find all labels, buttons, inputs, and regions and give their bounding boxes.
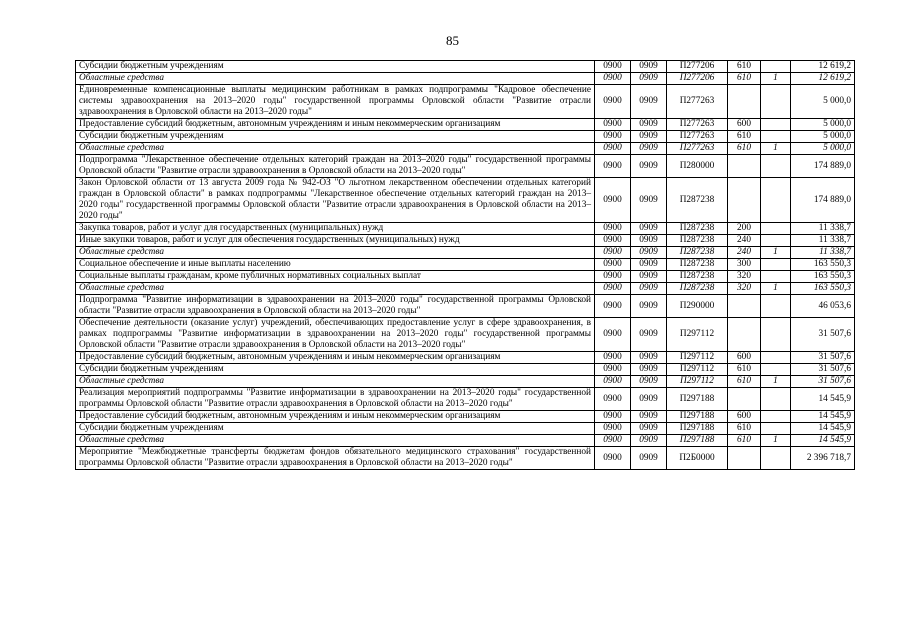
section-code-cell: 0900	[595, 352, 631, 364]
fund-source-cell	[761, 131, 791, 143]
amount-cell: 31 507,6	[791, 352, 855, 364]
target-article-cell: П277263	[667, 85, 728, 119]
expense-type-cell	[728, 178, 761, 223]
target-article-cell: П277206	[667, 73, 728, 85]
amount-cell: 14 545,9	[791, 388, 855, 411]
table-row	[76, 223, 855, 235]
section-code-cell: 0900	[595, 364, 631, 376]
row-name-cell: Областные средства	[76, 283, 595, 295]
subsection-code-cell: 0909	[631, 295, 667, 318]
subsection-code-cell: 0909	[631, 352, 667, 364]
fund-source-cell	[761, 352, 791, 364]
expense-type-cell: 610	[728, 376, 761, 388]
amount-cell: 11 338,7	[791, 223, 855, 235]
amount-cell: 5 000,0	[791, 119, 855, 131]
table-row	[76, 411, 855, 423]
row-name-cell: Единовременные компенсационные выплаты медицинским работникам в рамках подпрограммы "Кадровое обеспечение системы здравоохранения на 2013–2020 годы" государственной программы Орловской области "Развитие отрасли здравоохранения в Орловской области на 2013–2020 годы"	[76, 85, 595, 119]
target-article-cell: П297188	[667, 388, 728, 411]
expense-type-cell: 610	[728, 73, 761, 85]
expense-type-cell: 610	[728, 423, 761, 435]
table-row	[76, 247, 855, 259]
subsection-code-cell: 0909	[631, 131, 667, 143]
expense-type-cell: 610	[728, 61, 761, 73]
subsection-code-cell: 0909	[631, 143, 667, 155]
section-code-cell: 0900	[595, 155, 631, 178]
row-name-cell: Закон Орловской области от 13 августа 2009 года № 942-ОЗ "О льготном лекарственном обеспечении отдельных категорий граждан в Орловской области" в рамках подпрограммы "Лекарственное обеспечение отдельных категорий граждан на 2013–2020 годы" государственной программы Орловской области "Развитие отрасли здравоохранения в Орловской области на 2013–2020 годы"	[76, 178, 595, 223]
target-article-cell: П280000	[667, 155, 728, 178]
fund-source-cell	[761, 271, 791, 283]
target-article-cell: П277206	[667, 61, 728, 73]
amount-cell: 14 545,9	[791, 411, 855, 423]
amount-cell: 163 550,3	[791, 271, 855, 283]
target-article-cell: П277263	[667, 143, 728, 155]
section-code-cell: 0900	[595, 271, 631, 283]
expense-type-cell: 600	[728, 352, 761, 364]
amount-cell: 11 338,7	[791, 235, 855, 247]
fund-source-cell: 1	[761, 143, 791, 155]
section-code-cell: 0900	[595, 85, 631, 119]
subsection-code-cell: 0909	[631, 178, 667, 223]
fund-source-cell	[761, 85, 791, 119]
subsection-code-cell: 0909	[631, 271, 667, 283]
amount-cell: 12 619,2	[791, 61, 855, 73]
expense-type-cell	[728, 295, 761, 318]
subsection-code-cell: 0909	[631, 73, 667, 85]
table-row	[76, 73, 855, 85]
table-row	[76, 235, 855, 247]
table-row	[76, 423, 855, 435]
fund-source-cell	[761, 295, 791, 318]
expense-type-cell	[728, 85, 761, 119]
amount-cell: 163 550,3	[791, 283, 855, 295]
expense-type-cell: 320	[728, 283, 761, 295]
fund-source-cell	[761, 388, 791, 411]
target-article-cell: П277263	[667, 131, 728, 143]
fund-source-cell	[761, 447, 791, 470]
table-row	[76, 155, 855, 178]
expense-type-cell: 240	[728, 235, 761, 247]
subsection-code-cell: 0909	[631, 364, 667, 376]
section-code-cell: 0900	[595, 119, 631, 131]
table-body	[76, 61, 855, 470]
fund-source-cell	[761, 223, 791, 235]
table-row	[76, 178, 855, 223]
section-code-cell: 0900	[595, 235, 631, 247]
amount-cell: 46 053,6	[791, 295, 855, 318]
amount-cell: 31 507,6	[791, 364, 855, 376]
amount-cell: 174 889,0	[791, 155, 855, 178]
section-code-cell: 0900	[595, 423, 631, 435]
table-row	[76, 143, 855, 155]
table-row	[76, 85, 855, 119]
section-code-cell: 0900	[595, 73, 631, 85]
subsection-code-cell: 0909	[631, 423, 667, 435]
table-row	[76, 61, 855, 73]
row-name-cell: Областные средства	[76, 143, 595, 155]
target-article-cell: П287238	[667, 271, 728, 283]
section-code-cell: 0900	[595, 388, 631, 411]
fund-source-cell	[761, 155, 791, 178]
row-name-cell: Подпрограмма "Лекарственное обеспечение отдельных категорий граждан на 2013–2020 годы" государственной программы Орловской области "Развитие отрасли здравоохранения в Орловской области на 2013–2020 годы"	[76, 155, 595, 178]
amount-cell: 2 396 718,7	[791, 447, 855, 470]
expense-type-cell: 320	[728, 271, 761, 283]
row-name-cell: Предоставление субсидий бюджетным, автономным учреждениям и иным некоммерческим организациям	[76, 352, 595, 364]
table-row	[76, 447, 855, 470]
section-code-cell: 0900	[595, 178, 631, 223]
subsection-code-cell: 0909	[631, 155, 667, 178]
target-article-cell: П297112	[667, 376, 728, 388]
subsection-code-cell: 0909	[631, 223, 667, 235]
section-code-cell: 0900	[595, 223, 631, 235]
target-article-cell: П287238	[667, 223, 728, 235]
fund-source-cell	[761, 178, 791, 223]
amount-cell: 31 507,6	[791, 318, 855, 352]
row-name-cell: Социальные выплаты гражданам, кроме публичных нормативных социальных выплат	[76, 271, 595, 283]
fund-source-cell	[761, 235, 791, 247]
row-name-cell: Предоставление субсидий бюджетным, автономным учреждениям и иным некоммерческим организациям	[76, 411, 595, 423]
section-code-cell: 0900	[595, 61, 631, 73]
row-name-cell: Подпрограмма "Развитие информатизации в здравоохранении на 2013–2020 годы" государственной программы Орловской области "Развитие отрасли здравоохранения в Орловской области на 2013–2020 годы"	[76, 295, 595, 318]
section-code-cell: 0900	[595, 247, 631, 259]
amount-cell: 5 000,0	[791, 85, 855, 119]
row-name-cell: Субсидии бюджетным учреждениям	[76, 131, 595, 143]
amount-cell: 12 619,2	[791, 73, 855, 85]
amount-cell: 5 000,0	[791, 143, 855, 155]
target-article-cell: П297188	[667, 423, 728, 435]
target-article-cell: П287238	[667, 247, 728, 259]
table-row	[76, 271, 855, 283]
table-row	[76, 259, 855, 271]
expense-type-cell: 610	[728, 435, 761, 447]
table-row	[76, 352, 855, 364]
target-article-cell: П277263	[667, 119, 728, 131]
subsection-code-cell: 0909	[631, 259, 667, 271]
fund-source-cell	[761, 411, 791, 423]
amount-cell: 31 507,6	[791, 376, 855, 388]
amount-cell: 174 889,0	[791, 178, 855, 223]
section-code-cell: 0900	[595, 143, 631, 155]
fund-source-cell	[761, 364, 791, 376]
table-row	[76, 435, 855, 447]
row-name-cell: Субсидии бюджетным учреждениям	[76, 61, 595, 73]
subsection-code-cell: 0909	[631, 318, 667, 352]
subsection-code-cell: 0909	[631, 247, 667, 259]
section-code-cell: 0900	[595, 447, 631, 470]
amount-cell: 14 545,9	[791, 423, 855, 435]
row-name-cell: Субсидии бюджетным учреждениям	[76, 423, 595, 435]
section-code-cell: 0900	[595, 411, 631, 423]
target-article-cell: П297112	[667, 352, 728, 364]
row-name-cell: Субсидии бюджетным учреждениям	[76, 364, 595, 376]
subsection-code-cell: 0909	[631, 61, 667, 73]
amount-cell: 14 545,9	[791, 435, 855, 447]
target-article-cell: П287238	[667, 259, 728, 271]
subsection-code-cell: 0909	[631, 85, 667, 119]
target-article-cell: П297112	[667, 318, 728, 352]
table-row	[76, 318, 855, 352]
target-article-cell: П290000	[667, 295, 728, 318]
fund-source-cell: 1	[761, 376, 791, 388]
row-name-cell: Областные средства	[76, 247, 595, 259]
row-name-cell: Иные закупки товаров, работ и услуг для обеспечения государственных (муниципальных) нужд	[76, 235, 595, 247]
row-name-cell: Реализация мероприятий подпрограммы "Развитие информатизации в здравоохранении на 2013–2020 годы" государственной программы Орловской области "Развитие отрасли здравоохранения в Орловской области на 2013–2020 годы"	[76, 388, 595, 411]
table-row	[76, 283, 855, 295]
expense-type-cell: 600	[728, 119, 761, 131]
fund-source-cell: 1	[761, 283, 791, 295]
subsection-code-cell: 0909	[631, 235, 667, 247]
subsection-code-cell: 0909	[631, 283, 667, 295]
target-article-cell: П287238	[667, 178, 728, 223]
row-name-cell: Областные средства	[76, 376, 595, 388]
row-name-cell: Закупка товаров, работ и услуг для государственных (муниципальных) нужд	[76, 223, 595, 235]
fund-source-cell	[761, 259, 791, 271]
expense-type-cell	[728, 447, 761, 470]
subsection-code-cell: 0909	[631, 119, 667, 131]
fund-source-cell	[761, 61, 791, 73]
expense-type-cell: 610	[728, 143, 761, 155]
expense-type-cell	[728, 388, 761, 411]
row-name-cell: Областные средства	[76, 435, 595, 447]
expense-type-cell	[728, 318, 761, 352]
expense-type-cell: 240	[728, 247, 761, 259]
expense-type-cell: 610	[728, 131, 761, 143]
row-name-cell: Мероприятие "Межбюджетные трансферты бюджетам фондов обязательного медицинского страхования" государственной программы Орловской области "Развитие отрасли здравоохранения в Орловской области на 2013–2020 годы"	[76, 447, 595, 470]
fund-source-cell	[761, 423, 791, 435]
row-name-cell: Обеспечение деятельности (оказание услуг) учреждений, обеспечивающих предоставление услуг в сфере здравоохранения, в рамках подпрограммы "Развитие информатизации в здравоохранении на 2013–2020 годы" государственной программы Орловской области "Развитие отрасли здравоохранения в Орловской области на 2013–2020 годы"	[76, 318, 595, 352]
row-name-cell: Социальное обеспечение и иные выплаты населению	[76, 259, 595, 271]
fund-source-cell	[761, 119, 791, 131]
subsection-code-cell: 0909	[631, 447, 667, 470]
section-code-cell: 0900	[595, 283, 631, 295]
table-row	[76, 388, 855, 411]
expense-type-cell: 200	[728, 223, 761, 235]
table-row	[76, 376, 855, 388]
expense-type-cell: 600	[728, 411, 761, 423]
section-code-cell: 0900	[595, 259, 631, 271]
amount-cell: 11 338,7	[791, 247, 855, 259]
page-number: 85	[446, 33, 459, 48]
section-code-cell: 0900	[595, 435, 631, 447]
section-code-cell: 0900	[595, 131, 631, 143]
target-article-cell: П297112	[667, 364, 728, 376]
target-article-cell: П287238	[667, 283, 728, 295]
budget-table	[75, 60, 855, 470]
target-article-cell: П297188	[667, 411, 728, 423]
expense-type-cell: 300	[728, 259, 761, 271]
fund-source-cell: 1	[761, 247, 791, 259]
table-row	[76, 295, 855, 318]
expense-type-cell	[728, 155, 761, 178]
expense-type-cell: 610	[728, 364, 761, 376]
target-article-cell: П2Б0000	[667, 447, 728, 470]
subsection-code-cell: 0909	[631, 435, 667, 447]
section-code-cell: 0900	[595, 376, 631, 388]
row-name-cell: Предоставление субсидий бюджетным, автономным учреждениям и иным некоммерческим организациям	[76, 119, 595, 131]
table-row	[76, 364, 855, 376]
target-article-cell: П287238	[667, 235, 728, 247]
target-article-cell: П297188	[667, 435, 728, 447]
subsection-code-cell: 0909	[631, 388, 667, 411]
amount-cell: 163 550,3	[791, 259, 855, 271]
fund-source-cell: 1	[761, 435, 791, 447]
amount-cell: 5 000,0	[791, 131, 855, 143]
subsection-code-cell: 0909	[631, 411, 667, 423]
subsection-code-cell: 0909	[631, 376, 667, 388]
table-row	[76, 131, 855, 143]
fund-source-cell: 1	[761, 73, 791, 85]
fund-source-cell	[761, 318, 791, 352]
section-code-cell: 0900	[595, 295, 631, 318]
section-code-cell: 0900	[595, 318, 631, 352]
table-row	[76, 119, 855, 131]
row-name-cell: Областные средства	[76, 73, 595, 85]
